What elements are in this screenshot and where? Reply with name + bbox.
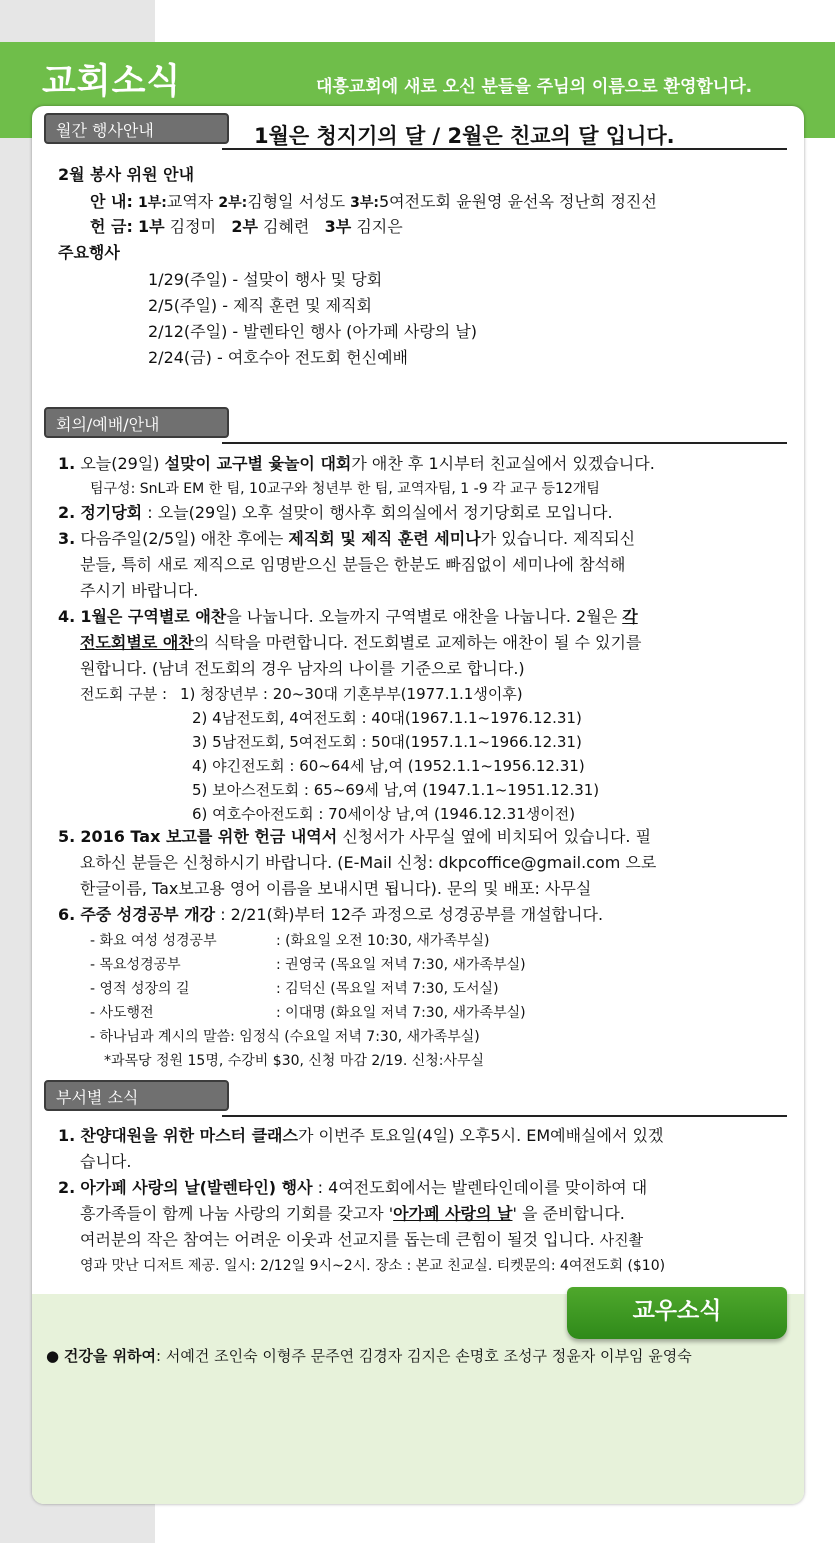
offering-line: 헌 금: 1부 김정미 2부 김혜련 3부 김지은 [90, 217, 403, 236]
class-name: - 목요성경공부 [90, 957, 181, 973]
division-label: 전도회 구분 : [80, 685, 168, 703]
dept-2-line3: 여러분의 작은 참여는 어려운 이웃과 선교지를 돕는데 큰힘이 될것 입니다. 사진촬 [80, 1230, 644, 1249]
header-subtitle: 대흥교회에 새로 오신 분들을 주님의 이름으로 환영합니다. [316, 77, 753, 97]
class-detail: : (화요일 오전 10:30, 새가족부실) [276, 933, 490, 949]
section-divider [222, 148, 787, 150]
division-item: 4) 야긴전도회 : 60~64세 남,여 (1952.1.1~1956.12.31) [192, 757, 585, 775]
health-prayer-line: ● 건강을 위하여: 서예건 조인숙 이형주 문주연 김경자 김지은 손명호 조성구 정윤자 이부임 윤영숙 [46, 1347, 692, 1365]
notice-1-sub: 팀구성: SnL과 EM 한 팀, 10교구와 청년부 한 팀, 교역자팀, 1 -9 각 교구 등12개팀 [90, 481, 600, 497]
class-name: - 영적 성장의 길 [90, 981, 190, 997]
notice-5-line3: 한글이름, Tax보고용 영어 이름을 보내시면 됩니다). 문의 및 배포: 사무실 [80, 879, 592, 898]
event-item: 2/12(주일) - 발렌타인 행사 (아가페 사랑의 날) [148, 322, 478, 341]
class-note: *과목당 정원 15명, 수강비 $30, 신청 마감 2/19. 신청:사무실 [104, 1053, 485, 1069]
kyowoo-banner: 교우소식 [567, 1287, 787, 1339]
dept-1: 1. 찬양대원을 위한 마스터 클래스가 이번주 토요일(4일) 오후5시. EM예배실에서 있겠 [58, 1126, 664, 1145]
class-detail: : 이대명 (화요일 저녁 7:30, 새가족부실) [276, 1005, 526, 1021]
dept-2-line2: 흥가족들이 함께 나눔 사랑의 기회를 갖고자 '아가페 사랑의 날' 을 준비합니다. [80, 1204, 625, 1223]
notice-3: 3. 다음주일(2/5일) 애찬 후에는 제직회 및 제직 훈련 세미나가 있습니다. 제직되신 [58, 529, 636, 548]
class-name: - 사도행전 [90, 1005, 154, 1021]
notice-3-line2: 분들, 특히 새로 제직으로 임명받으신 분들은 한분도 빠짐없이 세미나에 참석해 [80, 555, 626, 574]
division-item: 2) 4남전도회, 4여전도회 : 40대(1967.1.1~1976.12.31) [192, 709, 582, 727]
notice-5: 5. 2016 Tax 보고를 위한 헌금 내역서 신청서가 사무실 옆에 비치되어 있습니다. 필 [58, 827, 652, 846]
page-title: 교회소식 [42, 62, 182, 102]
notice-4: 4. 1월은 구역별로 애찬을 나눕니다. 오늘까지 구역별로 애찬을 나눕니다. 2월은 각 [58, 607, 638, 626]
division-item: 1) 청장년부 : 20~30대 기혼부부(1977.1.1생이후) [180, 685, 523, 703]
volunteers-title: 2월 봉사 위원 안내 [58, 165, 195, 184]
dept-2-line4: 영과 맛난 디저트 제공. 일시: 2/12일 9시~2시. 장소 : 본교 친교실. 티켓문의: 4여전도회 ($10) [80, 1258, 666, 1274]
section-divider [222, 442, 787, 444]
notice-6: 6. 주중 성경공부 개강 : 2/21(화)부터 12주 과정으로 성경공부를 개설합니다. [58, 905, 604, 924]
section-divider [222, 1115, 787, 1117]
notice-5-line2: 요하신 분들은 신청하시기 바랍니다. (E-Mail 신청: dkpcoffice@gmail.com 으로 [80, 853, 657, 872]
monthly-headline: 1월은 청지기의 달 / 2월은 친교의 달 입니다. [254, 124, 675, 148]
guide-line: 안 내: 1부:교역자 2부:김형일 서성도 3부:5여전도회 윤원영 윤선옥 정난희 정진선 [90, 192, 657, 211]
notice-3-line3: 주시기 바랍니다. [80, 581, 199, 600]
event-item: 1/29(주일) - 설맞이 행사 및 당회 [148, 270, 383, 289]
notice-4-line3: 원합니다. (남녀 전도회의 경우 남자의 나이를 기준으로 합니다.) [80, 659, 525, 678]
division-item: 3) 5남전도회, 5여전도회 : 50대(1957.1.1~1966.12.31) [192, 733, 582, 751]
news-card [32, 106, 804, 1504]
dept-1-line2: 습니다. [80, 1152, 132, 1171]
division-item: 5) 보아스전도회 : 65~69세 남,여 (1947.1.1~1951.12.31) [192, 781, 600, 799]
notice-4-line2: 전도회별로 애찬의 식탁을 마련합니다. 전도회별로 교제하는 애찬이 될 수 있기를 [80, 633, 642, 652]
section-monthly-header: 월간 행사안내 [44, 113, 229, 144]
section-notices-header: 회의/예배/안내 [44, 407, 229, 438]
division-item: 6) 여호수아전도회 : 70세이상 남,여 (1946.12.31생이전) [192, 805, 576, 823]
class-name: - 화요 여성 성경공부 [90, 933, 217, 949]
dept-2: 2. 아가페 사랑의 날(발렌타인) 행사 : 4여전도회에서는 발렌타인데이를 맞이하여 대 [58, 1178, 648, 1197]
notice-2: 2. 정기당회 : 오늘(29일) 오후 설맞이 행사후 회의실에서 정기당회로 모입니다. [58, 503, 613, 522]
notice-1: 1. 오늘(29일) 설맞이 교구별 윷놀이 대회가 애찬 후 1시부터 친교실에서 있겠습니다. [58, 454, 655, 473]
section-departments-header: 부서별 소식 [44, 1080, 229, 1111]
event-item: 2/5(주일) - 제직 훈련 및 제직회 [148, 296, 372, 315]
class-item: - 하나님과 계시의 말씀: 임정식 (수요일 저녁 7:30, 새가족부실) [90, 1029, 480, 1045]
class-detail: : 김덕신 (목요일 저녁 7:30, 도서실) [276, 981, 499, 997]
class-detail: : 권영국 (목요일 저녁 7:30, 새가족부실) [276, 957, 526, 973]
event-item: 2/24(금) - 여호수아 전도회 헌신예배 [148, 348, 409, 367]
bullet-icon: ● [46, 1347, 60, 1365]
events-title: 주요행사 [58, 243, 120, 262]
